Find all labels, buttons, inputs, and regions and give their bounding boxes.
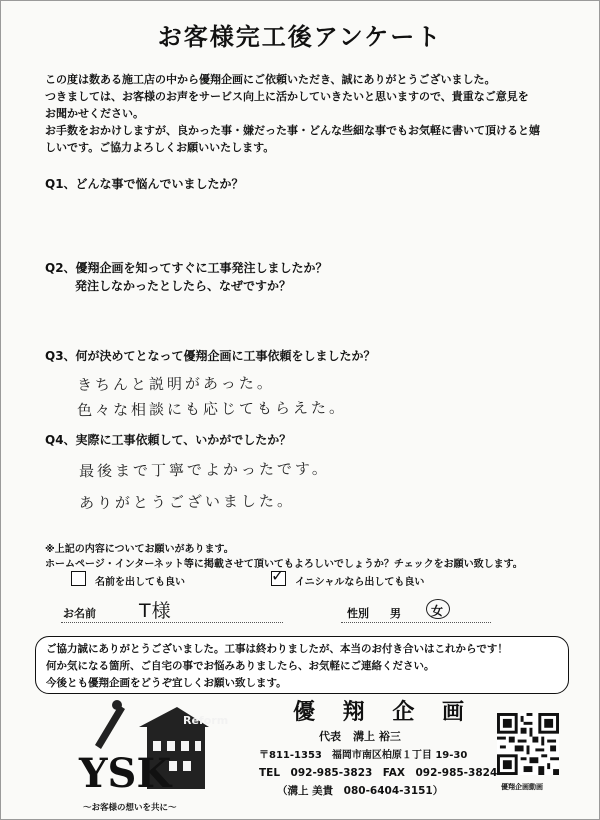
qr-caption: 優翔企画動画 xyxy=(501,783,543,791)
thanks-line-3: 今後とも優翔企画をどうぞ宜しくお願い致します。 xyxy=(46,677,287,689)
gender-male: 男 xyxy=(390,607,401,620)
name-underline xyxy=(61,622,283,623)
consent-note-line-2: ホームページ・インターネット等に掲載させて頂いてもよろしいでしょうか？チェックをお願い致します。 xyxy=(45,559,523,570)
answer-3-line-1: きちんと説明があった。 xyxy=(76,373,275,395)
page-title: お客様完工後アンケート xyxy=(157,22,443,51)
name-ok-label: 名前を出しても良い xyxy=(95,577,185,588)
company-mobile: （溝上 美貴 080-6404-3151） xyxy=(277,785,444,797)
rep-label: 代表 xyxy=(319,730,341,743)
logo-ladder-icon xyxy=(95,705,125,749)
company-name: 優 翔 企 画 xyxy=(293,699,474,725)
intro-line: つきましては、お客様のお声をサービス向上に活かしていきたいと思いますので、貴重なご意見を xyxy=(45,90,529,103)
question-3: Q3、何が決めてとなって優翔企画に工事依頼をしましたか？ xyxy=(45,349,376,363)
gender-underline xyxy=(341,622,491,623)
name-ok-checkbox[interactable] xyxy=(71,571,86,586)
company-address: 〒811-1353 福岡市南区柏原１丁目 19-30 xyxy=(259,750,468,761)
question-2-subtext: 発注しなかったとしたら、なぜですか？ xyxy=(75,279,292,293)
gender-label: 性別 xyxy=(347,607,369,620)
checkmark-icon: ✓ xyxy=(271,566,285,585)
answer-3-line-2: 色々な相談にも応じてもらえた。 xyxy=(76,398,348,420)
logo-reform-text: Reform xyxy=(183,714,229,727)
answer-4-line-2: ありがとうございました。 xyxy=(78,491,296,513)
initial-ok-checkbox[interactable] xyxy=(271,566,286,586)
question-2-text: Q2、優翔企画を知ってすぐに工事発注しましたか？ xyxy=(45,261,328,275)
question-4: Q4、実際に工事依頼して、いかがでしたか？ xyxy=(45,433,292,447)
name-value: T様 xyxy=(139,600,172,622)
name-label: お名前 xyxy=(63,607,96,620)
company-representative xyxy=(319,728,401,744)
rep-name: 溝上 裕三 xyxy=(353,730,401,743)
qr-code[interactable] xyxy=(497,713,559,775)
logo-text: YSK xyxy=(79,750,172,797)
logo-worker-icon xyxy=(112,700,122,710)
initial-ok-label: イニシャルなら出しても良い xyxy=(295,577,425,588)
company-slogan: ～お客様の想いを共に～ xyxy=(83,803,177,813)
thanks-line-1: ご協力誠にありがとうございました。工事は終わりましたが、本当のお付き合いはこれからです！ xyxy=(46,643,508,655)
question-2 xyxy=(45,259,328,295)
company-logo xyxy=(77,699,229,807)
company-phone-fax: TEL 092-985-3823 FAX 092-985-3824 xyxy=(259,767,498,779)
intro-line: この度は数ある施工店の中から優翔企画にご依頼いただき、誠にありがとうございました。 xyxy=(45,73,496,86)
thanks-box xyxy=(35,636,569,694)
gender-female: 女 xyxy=(431,604,444,618)
question-1: Q1、どんな事で悩んでいましたか？ xyxy=(45,177,244,191)
answer-4-line-1: 最後まで丁寧でよかったです。 xyxy=(78,459,330,481)
intro-text xyxy=(45,71,565,156)
consent-note-line-1: ※上記の内容についてお願いがあります。 xyxy=(45,544,234,555)
intro-line: お聞かせください。 xyxy=(45,107,144,120)
thanks-line-2: 何か気になる箇所、ご自宅の事でお悩みありましたら、お気軽にご連絡ください。 xyxy=(46,660,435,672)
intro-line: お手数をおかけしますが、良かった事・嫌だった事・どんな些細な事でもお気軽に書いて頂けると嬉 xyxy=(45,124,540,137)
intro-line: しいです。ご協力よろしくお願いいたします。 xyxy=(45,141,275,154)
